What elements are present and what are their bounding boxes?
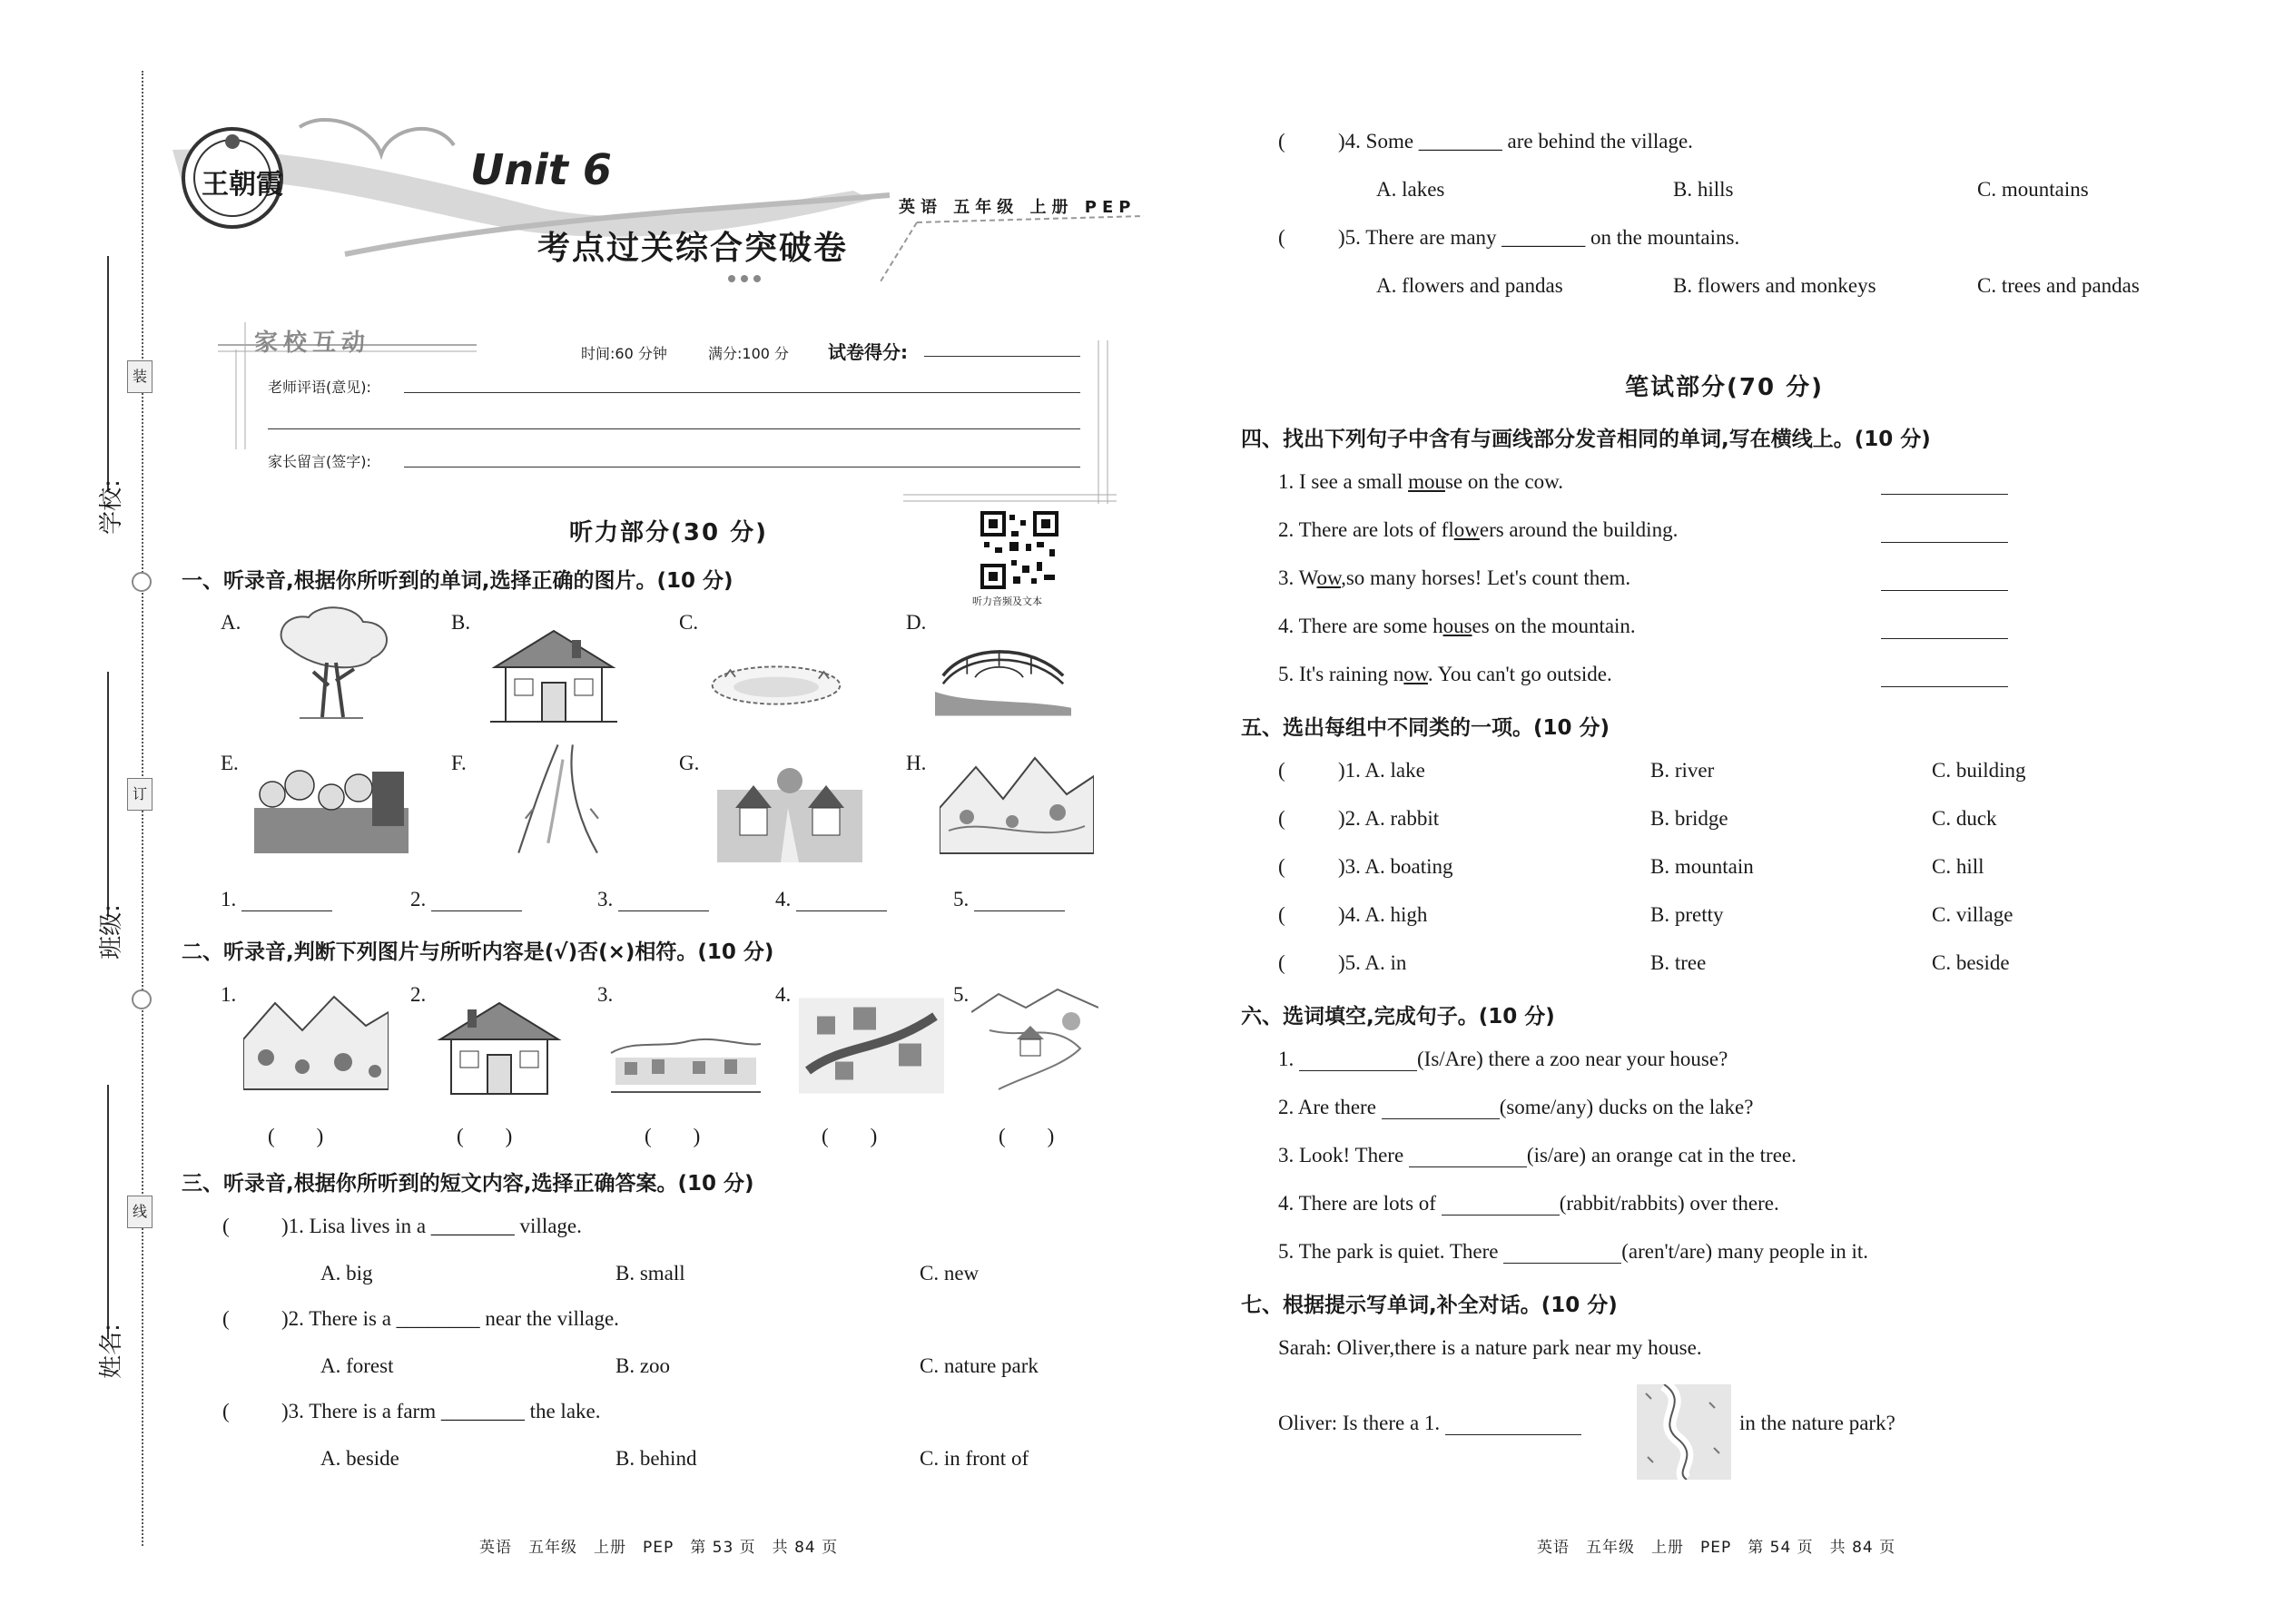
q5-item-3-a: )3. A. boating bbox=[1338, 855, 1453, 878]
q5-item-1-c: C. building bbox=[1932, 759, 2026, 782]
q4-underlined: ow bbox=[1316, 566, 1342, 589]
listening-section-title: 听力部分(30 分) bbox=[569, 519, 768, 546]
flowers-image bbox=[254, 744, 409, 862]
q3-item-3-option-b: B. behind bbox=[615, 1447, 697, 1470]
q6-item-2 bbox=[1278, 1096, 1753, 1119]
q3-item-2-option-a: A. forest bbox=[320, 1354, 394, 1377]
binding-tag-1: 装 bbox=[127, 360, 153, 393]
q6-text: over there. bbox=[1684, 1192, 1779, 1215]
village-image-q1 bbox=[717, 753, 862, 871]
q2-lake-village-image bbox=[606, 1003, 765, 1121]
q1-option-b: B. bbox=[451, 611, 471, 634]
q3-item-5-option-c: C. trees and pandas bbox=[1977, 274, 2140, 297]
q6-options: (some/any) bbox=[1499, 1096, 1594, 1118]
q4-text: 4. There are some h bbox=[1278, 615, 1443, 637]
q4-text: 5. It's raining n bbox=[1278, 663, 1404, 685]
q4-underlined: mou bbox=[1408, 470, 1445, 493]
q5-item-4-a: )4. A. high bbox=[1338, 903, 1428, 926]
q3-item-4-option-a: A. lakes bbox=[1376, 178, 1445, 201]
binding-tag-3: 线 bbox=[127, 1196, 153, 1228]
q3-item-1-option-c: C. new bbox=[920, 1262, 980, 1284]
q4-text: ers around the building. bbox=[1479, 518, 1679, 541]
tree-image bbox=[263, 604, 399, 722]
q7-heading: 七、根据提示写单词,补全对话。(10 分) bbox=[1241, 1294, 1618, 1317]
q7-line-2-end: in the nature park? bbox=[1739, 1412, 1895, 1434]
q2-house-image bbox=[431, 989, 567, 1107]
q7-line-2 bbox=[1278, 1412, 1581, 1435]
q6-options: (Is/Are) bbox=[1417, 1048, 1483, 1070]
q5-item-2-bracket[interactable]: ( bbox=[1278, 807, 1285, 830]
q3-item-4-option-c: C. mountains bbox=[1977, 178, 2089, 201]
binding-tag-2: 订 bbox=[127, 778, 153, 811]
q3-item-1-option-a: A. big bbox=[320, 1262, 373, 1284]
q4-item-5 bbox=[1278, 663, 1612, 686]
q4-text: . You can't go outside. bbox=[1427, 663, 1612, 685]
q5-item-2-b: B. bridge bbox=[1650, 807, 1728, 830]
q4-text: ,so many horses! Let's count them. bbox=[1341, 566, 1631, 589]
q1-option-c: C. bbox=[679, 611, 699, 634]
q6-answer-blank-1[interactable] bbox=[1299, 1070, 1417, 1071]
q1-answer-num: 3. bbox=[597, 888, 614, 910]
q2-mountains-image bbox=[243, 980, 389, 1098]
q6-item-5 bbox=[1278, 1240, 1868, 1264]
q4-text: 2. There are lots of fl bbox=[1278, 518, 1454, 541]
house-image bbox=[486, 617, 622, 735]
q4-answer-blank-2[interactable] bbox=[1881, 542, 2008, 543]
q6-text: ducks on the lake? bbox=[1593, 1096, 1754, 1118]
lake-image bbox=[708, 626, 844, 744]
q6-options: (is/are) bbox=[1526, 1144, 1587, 1166]
q6-text: 5. The park is quiet. There bbox=[1278, 1240, 1504, 1263]
q4-answer-blank-4[interactable] bbox=[1881, 638, 2008, 639]
q2-answer-bracket-5[interactable]: ( ) bbox=[999, 1125, 1055, 1147]
q4-underlined: ous bbox=[1442, 615, 1472, 637]
q3-item-2-option-b: B. zoo bbox=[615, 1354, 671, 1377]
q3-item-5-option-b: B. flowers and monkeys bbox=[1673, 274, 1876, 297]
q3-heading: 三、听录音,根据你所听到的短文内容,选择正确答案。(10 分) bbox=[182, 1172, 754, 1196]
q3-item-4-option-b: B. hills bbox=[1673, 178, 1734, 201]
bridge-image bbox=[935, 613, 1071, 731]
full-score-info: 满分:100 分 bbox=[708, 345, 790, 362]
q5-item-3-bracket[interactable]: ( bbox=[1278, 855, 1285, 878]
score-field[interactable] bbox=[924, 356, 1080, 357]
name-label: 姓名: bbox=[97, 1324, 125, 1379]
class-label: 班级: bbox=[97, 904, 125, 960]
q4-heading: 四、找出下列句子中含有与画线部分发音相同的单词,写在横线上。(10 分) bbox=[1241, 428, 1931, 451]
q4-answer-blank-5[interactable] bbox=[1881, 686, 2008, 687]
school-label: 学校: bbox=[97, 479, 125, 535]
time-info: 时间:60 分钟 bbox=[581, 345, 667, 362]
q5-item-2-a: )2. A. rabbit bbox=[1338, 807, 1440, 830]
q1-answer-num: 2. bbox=[410, 888, 427, 910]
q1-option-a: A. bbox=[221, 611, 241, 634]
q3-item-5-bracket[interactable]: ( bbox=[1278, 226, 1285, 249]
q6-answer-blank-3[interactable] bbox=[1409, 1166, 1527, 1167]
q6-text: there a zoo near your house? bbox=[1482, 1048, 1728, 1070]
q5-heading: 五、选出每组中不同类的一项。(10 分) bbox=[1241, 716, 1610, 740]
q1-option-h: H. bbox=[906, 752, 927, 774]
river-image-q1 bbox=[495, 740, 631, 858]
q2-number-2: 2. bbox=[410, 983, 427, 1006]
q1-answer-blank[interactable] bbox=[796, 910, 887, 911]
q5-item-3-c: C. hill bbox=[1932, 855, 1984, 878]
q7-answer-blank-1[interactable] bbox=[1445, 1434, 1581, 1435]
q1-answer-blank[interactable] bbox=[618, 910, 709, 911]
q3-item-3-bracket[interactable]: ( bbox=[222, 1400, 230, 1422]
q2-number-5: 5. bbox=[953, 983, 970, 1006]
q2-answer-bracket-4[interactable]: ( ) bbox=[822, 1125, 878, 1147]
q1-answer-num: 4. bbox=[775, 888, 792, 910]
school-underline bbox=[107, 256, 109, 492]
q2-heading: 二、听录音,判断下列图片与所听内容是(√)否(×)相符。(10 分) bbox=[182, 940, 774, 964]
q4-item-1 bbox=[1278, 470, 1563, 494]
q2-city-image bbox=[799, 982, 944, 1100]
q5-item-5-b: B. tree bbox=[1650, 951, 1707, 974]
qr-caption: 听力音频及文本 bbox=[972, 595, 1042, 607]
q4-underlined: ow bbox=[1403, 663, 1428, 685]
q3-item-3-option-c: C. in front of bbox=[920, 1447, 1029, 1470]
footer-right: 英语 五年级 上册 PEP 第 54 页 共 84 页 bbox=[1537, 1539, 1896, 1557]
q3-item-2-bracket[interactable]: ( bbox=[222, 1307, 230, 1330]
paper-title: 考点过关综合突破卷 bbox=[537, 230, 849, 267]
q6-item-3 bbox=[1278, 1144, 1797, 1167]
q2-number-1: 1. bbox=[221, 983, 237, 1006]
q1-option-d: D. bbox=[906, 611, 927, 634]
qr-code-image bbox=[980, 511, 1058, 589]
q3-item-5-stem: )5. There are many ________ on the mountains. bbox=[1338, 226, 1740, 249]
q3-item-4-bracket[interactable]: ( bbox=[1278, 130, 1285, 153]
q4-text: es on the mountain. bbox=[1472, 615, 1636, 637]
q4-text: se on the cow. bbox=[1444, 470, 1564, 493]
q7-text: Oliver: Is there a 1. bbox=[1278, 1412, 1445, 1434]
teacher-comment-field[interactable] bbox=[404, 392, 1080, 393]
home-school-title: 家校互动 bbox=[254, 330, 371, 357]
q6-options: (rabbit/rabbits) bbox=[1559, 1192, 1685, 1215]
q1-answer-3 bbox=[597, 888, 709, 911]
q4-answer-blank-1[interactable] bbox=[1881, 494, 2008, 495]
parent-comment-label: 家长留言(签字): bbox=[268, 453, 371, 470]
class-underline bbox=[107, 672, 109, 917]
q2-number-4: 4. bbox=[775, 983, 792, 1006]
q1-heading: 一、听录音,根据你所听到的单词,选择正确的图片。(10 分) bbox=[182, 569, 733, 593]
q3-item-3-option-a: A. beside bbox=[320, 1447, 399, 1470]
q1-option-f: F. bbox=[451, 752, 467, 774]
q4-text: 3. W bbox=[1278, 566, 1317, 589]
logo-text: 王朝霞 bbox=[202, 169, 283, 201]
q6-item-4 bbox=[1278, 1192, 1779, 1216]
q3-item-3-stem: )3. There is a farm ________ the lake. bbox=[281, 1400, 601, 1422]
river-hint-image bbox=[1637, 1384, 1731, 1480]
q5-item-2-c: C. duck bbox=[1932, 807, 1997, 830]
q6-text: many people in it. bbox=[1712, 1240, 1868, 1263]
q6-answer-blank-5[interactable] bbox=[1503, 1263, 1621, 1264]
q1-answer-5 bbox=[953, 888, 1065, 911]
q3-item-1-bracket[interactable]: ( bbox=[222, 1215, 230, 1237]
q6-text: 3. Look! There bbox=[1278, 1144, 1409, 1166]
q4-item-2 bbox=[1278, 518, 1678, 542]
q7-line-1: Sarah: Oliver,there is a nature park near my house. bbox=[1278, 1336, 1702, 1359]
q5-item-1-bracket[interactable]: ( bbox=[1278, 759, 1285, 782]
q1-answer-1 bbox=[221, 888, 332, 911]
q1-option-g: G. bbox=[679, 752, 700, 774]
q3-item-1-option-b: B. small bbox=[615, 1262, 685, 1284]
q6-answer-blank-4[interactable] bbox=[1442, 1215, 1560, 1216]
q5-item-5-bracket[interactable]: ( bbox=[1278, 951, 1285, 974]
q1-answer-num: 1. bbox=[221, 888, 237, 910]
q6-options: (aren't/are) bbox=[1621, 1240, 1713, 1263]
q1-answer-blank[interactable] bbox=[974, 910, 1065, 911]
writing-section-title: 笔试部分(70 分) bbox=[1625, 374, 1824, 401]
q6-text: an orange cat in the tree. bbox=[1586, 1144, 1797, 1166]
q5-item-3-b: B. mountain bbox=[1650, 855, 1754, 878]
q1-answer-2 bbox=[410, 888, 522, 911]
q5-item-1-a: )1. A. lake bbox=[1338, 759, 1425, 782]
q1-option-e: E. bbox=[221, 752, 239, 774]
name-underline bbox=[107, 1085, 109, 1339]
teacher-comment-field-2[interactable] bbox=[268, 428, 1080, 429]
q4-underlined: ow bbox=[1453, 518, 1480, 541]
q5-item-5-c: C. beside bbox=[1932, 951, 2010, 974]
footer-left: 英语 五年级 上册 PEP 第 53 页 共 84 页 bbox=[479, 1539, 839, 1557]
q1-answer-blank[interactable] bbox=[431, 910, 522, 911]
q6-text: 4. There are lots of bbox=[1278, 1192, 1442, 1215]
q5-item-4-bracket[interactable]: ( bbox=[1278, 903, 1285, 926]
q3-item-1-stem: )1. Lisa lives in a ________ village. bbox=[281, 1215, 582, 1237]
q2-answer-bracket-2[interactable]: ( ) bbox=[457, 1125, 513, 1147]
q3-item-5-option-a: A. flowers and pandas bbox=[1376, 274, 1563, 297]
q6-answer-blank-2[interactable] bbox=[1382, 1118, 1500, 1119]
binding-hole-1 bbox=[132, 572, 152, 592]
q4-item-3 bbox=[1278, 566, 1630, 590]
q4-item-4 bbox=[1278, 615, 1636, 638]
grade-tag: 英语 五年级 上册 PEP bbox=[899, 198, 1137, 217]
parent-comment-field[interactable] bbox=[404, 467, 1080, 468]
unit-title: Unit 6 bbox=[470, 145, 612, 194]
teacher-comment-label: 老师评语(意见): bbox=[268, 379, 371, 396]
q1-answer-blank[interactable] bbox=[241, 910, 332, 911]
q2-number-3: 3. bbox=[597, 983, 614, 1006]
q1-answer-4 bbox=[775, 888, 887, 911]
mountains-image-q1 bbox=[940, 740, 1094, 858]
q3-item-2-stem: )2. There is a ________ near the village. bbox=[281, 1307, 619, 1330]
q3-item-4-stem: )4. Some ________ are behind the village. bbox=[1338, 130, 1693, 153]
q6-text: 2. Are there bbox=[1278, 1096, 1382, 1118]
q4-text: 1. I see a small bbox=[1278, 470, 1409, 493]
q1-answer-num: 5. bbox=[953, 888, 970, 910]
q6-text: 1. bbox=[1278, 1048, 1299, 1070]
score-label: 试卷得分: bbox=[828, 341, 908, 363]
q5-item-4-c: C. village bbox=[1932, 903, 2013, 926]
q5-item-4-b: B. pretty bbox=[1650, 903, 1724, 926]
q2-answer-bracket-1[interactable]: ( ) bbox=[268, 1125, 324, 1147]
q5-item-5-a: )5. A. in bbox=[1338, 951, 1407, 974]
q6-item-1 bbox=[1278, 1048, 1728, 1071]
q6-heading: 六、选词填空,完成句子。(10 分) bbox=[1241, 1005, 1555, 1029]
binding-hole-2 bbox=[132, 989, 152, 1009]
q5-item-1-b: B. river bbox=[1650, 759, 1715, 782]
q2-answer-bracket-3[interactable]: ( ) bbox=[645, 1125, 701, 1147]
q2-village-image bbox=[971, 980, 1098, 1098]
q4-answer-blank-3[interactable] bbox=[1881, 590, 2008, 591]
q3-item-2-option-c: C. nature park bbox=[920, 1354, 1039, 1377]
